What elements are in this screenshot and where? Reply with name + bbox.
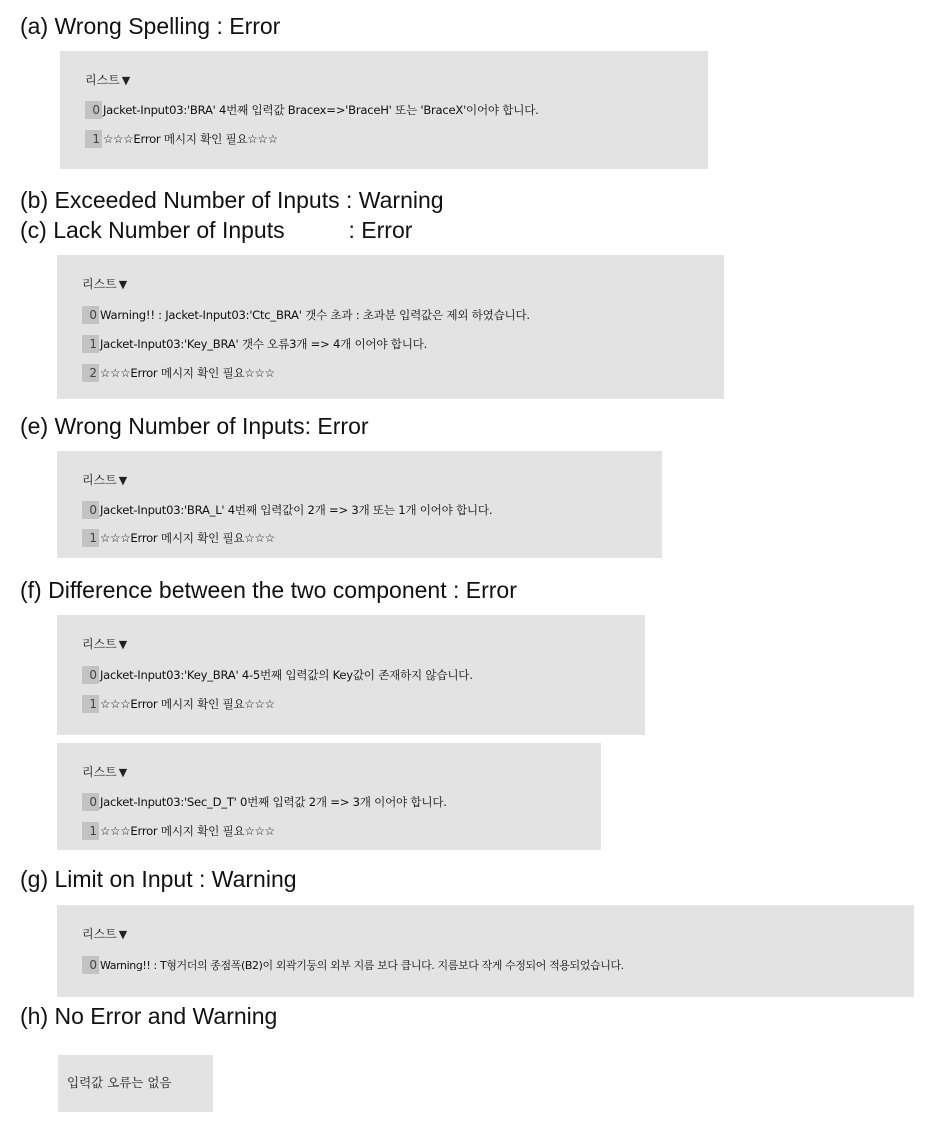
- list-item: [82, 695, 275, 713]
- row-message: ☆☆☆Error 메시지 확인 필요☆☆☆: [100, 531, 275, 545]
- list-item: [82, 822, 275, 840]
- dropdown-caret-icon: ▼: [118, 766, 128, 779]
- section-c-list-panel: [57, 255, 724, 399]
- list-label: 리스트: [82, 765, 117, 779]
- list-item: [82, 364, 275, 382]
- list-toggle[interactable]: [82, 763, 127, 780]
- row-message: Jacket-Input03:'Sec_D_T' 0번째 입력값 2개 => 3개 이어야 합니다.: [100, 795, 447, 809]
- row-index-badge: 2: [82, 364, 99, 382]
- section-f-list-panel-1: [57, 615, 645, 735]
- section-a-list-panel: [60, 51, 708, 169]
- list-label: 리스트: [82, 637, 117, 651]
- row-index-badge: 0: [82, 306, 99, 324]
- section-g-list-panel: [57, 905, 914, 997]
- list-item: [82, 335, 427, 353]
- row-index-badge: 1: [82, 335, 99, 353]
- list-toggle[interactable]: [82, 925, 127, 942]
- list-label: 리스트: [82, 927, 117, 941]
- row-index-badge: 0: [85, 101, 102, 119]
- list-label: 리스트: [82, 277, 117, 291]
- row-message: ☆☆☆Error 메시지 확인 필요☆☆☆: [100, 824, 275, 838]
- list-item: [82, 306, 530, 324]
- section-h-message-panel: [58, 1055, 213, 1112]
- list-toggle[interactable]: [82, 275, 127, 292]
- row-message: Jacket-Input03:'Key_BRA' 갯수 오류3개 => 4개 이어야 합니다.: [100, 337, 428, 351]
- row-index-badge: 0: [82, 501, 99, 519]
- list-item: [85, 101, 539, 119]
- section-g-heading: (g) Limit on Input : Warning: [20, 866, 297, 892]
- section-h-heading: (h) No Error and Warning: [20, 1003, 278, 1029]
- row-message: ☆☆☆Error 메시지 확인 필요☆☆☆: [103, 132, 278, 146]
- dropdown-caret-icon: ▼: [118, 928, 128, 941]
- row-message: Warning!! : Jacket-Input03:'Ctc_BRA' 갯수 초과 : 초과분 입력값은 제외 하였습니다.: [100, 308, 530, 322]
- list-toggle[interactable]: [82, 471, 127, 488]
- dropdown-caret-icon: ▼: [118, 278, 128, 291]
- row-index-badge: 1: [82, 822, 99, 840]
- row-index-badge: 0: [82, 956, 99, 974]
- row-index-badge: 1: [82, 695, 99, 713]
- row-message: ☆☆☆Error 메시지 확인 필요☆☆☆: [100, 697, 275, 711]
- list-item: [82, 956, 624, 974]
- list-item: [82, 666, 473, 684]
- row-index-badge: 0: [82, 793, 99, 811]
- row-message: ☆☆☆Error 메시지 확인 필요☆☆☆: [100, 366, 275, 380]
- dropdown-caret-icon: ▼: [121, 74, 131, 87]
- row-message: Jacket-Input03:'Key_BRA' 4-5번째 입력값의 Key값이 존재하지 않습니다.: [100, 668, 473, 682]
- row-index-badge: 1: [85, 130, 102, 148]
- section-a-heading: (a) Wrong Spelling : Error: [20, 13, 281, 39]
- list-label: 리스트: [82, 473, 117, 487]
- row-message: Warning!! : T형거더의 종점폭(B2)이 외곽기둥의 외부 지름 보다 큽니다. 지름보다 작게 수정되어 적용되었습니다.: [100, 959, 624, 972]
- section-f-list-panel-2: [57, 743, 601, 850]
- section-b-heading: (b) Exceeded Number of Inputs : Warning: [20, 187, 444, 213]
- list-item: [82, 793, 447, 811]
- row-message: Jacket-Input03:'BRA_L' 4번째 입력값이 2개 => 3개 또는 1개 이어야 합니다.: [100, 503, 493, 517]
- list-item: [82, 501, 492, 519]
- section-e-list-panel: [57, 451, 662, 558]
- section-e-heading: (e) Wrong Number of Inputs: Error: [20, 413, 369, 439]
- dropdown-caret-icon: ▼: [118, 638, 128, 651]
- section-c-heading: (c) Lack Number of Inputs : Error: [20, 217, 413, 243]
- list-item: [82, 529, 275, 547]
- list-item: [85, 130, 278, 148]
- list-toggle[interactable]: [82, 635, 127, 652]
- dropdown-caret-icon: ▼: [118, 474, 128, 487]
- row-index-badge: 1: [82, 529, 99, 547]
- list-toggle[interactable]: [85, 71, 130, 88]
- row-message: Jacket-Input03:'BRA' 4번째 입력값 Bracex=>'BraceH' 또는 'BraceX'이어야 합니다.: [103, 103, 539, 117]
- no-error-message: 입력값 오류는 없음: [67, 1075, 172, 1090]
- section-f-heading: (f) Difference between the two component : Error: [20, 577, 517, 603]
- row-index-badge: 0: [82, 666, 99, 684]
- list-label: 리스트: [85, 73, 120, 87]
